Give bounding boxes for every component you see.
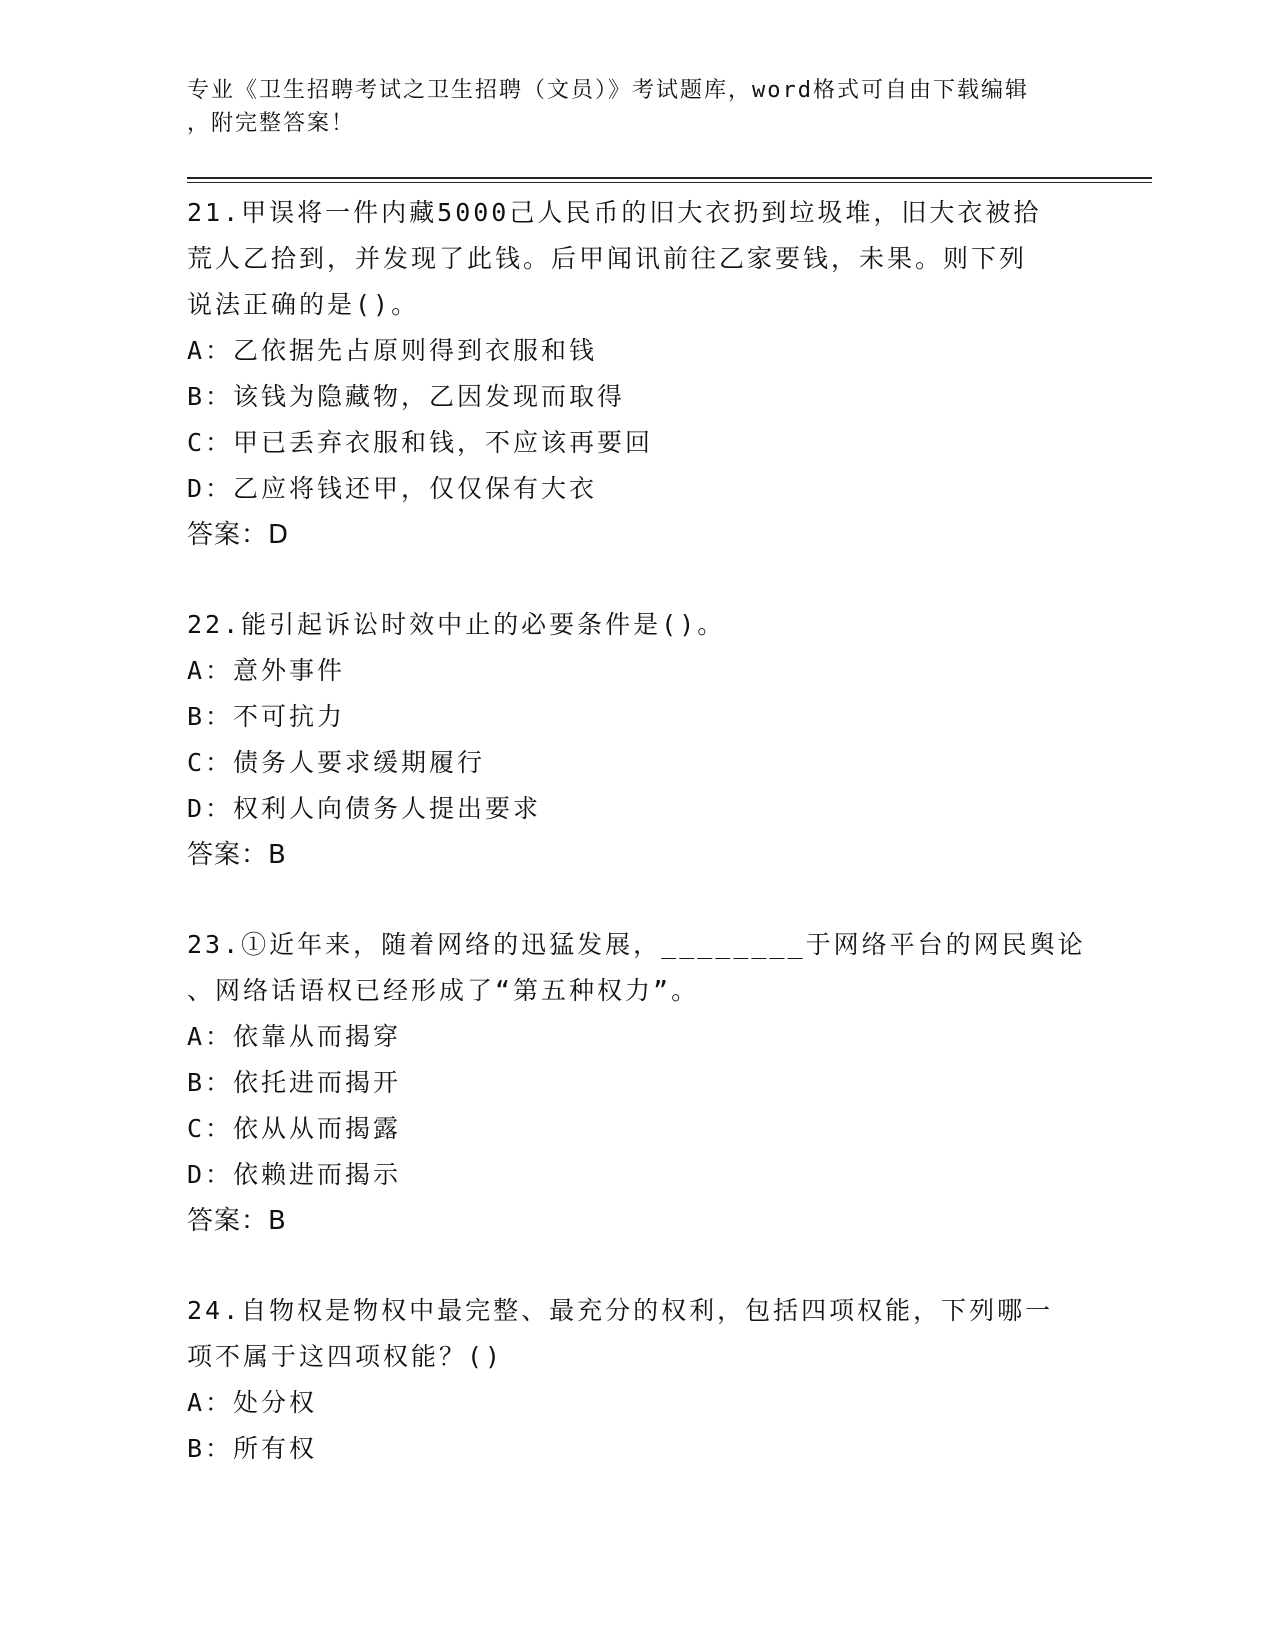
question-22 [187, 602, 1087, 878]
option-d: D：乙应将钱还甲，仅仅保有大衣 [187, 474, 598, 503]
question-stem-line: 项不属于这四项权能？() [187, 1342, 504, 1371]
option-c: C：债务人要求缓期履行 [187, 748, 486, 777]
question-stem-line: 、网络话语权已经形成了“第五种权力”。 [187, 976, 700, 1005]
header-line-1: 专业《卫生招聘考试之卫生招聘（文员）》考试题库，word格式可自由下载编辑 [187, 78, 1029, 103]
header-line-2: ，附完整答案！ [187, 111, 356, 136]
option-d: D：权利人向债务人提出要求 [187, 794, 542, 823]
question-spacer [187, 878, 1087, 922]
question-stem-line: 24.自物权是物权中最完整、最充分的权利，包括四项权能，下列哪一 [187, 1296, 1054, 1325]
option-c: C：依从从而揭露 [187, 1114, 402, 1143]
question-stem-line: 说法正确的是()。 [187, 290, 420, 319]
question-21 [187, 190, 1087, 558]
question-stem-line: 23.①近年来，随着网络的迅猛发展，________于网络平台的网民舆论 [187, 930, 1086, 959]
option-c: C：甲已丢弃衣服和钱，不应该再要回 [187, 428, 654, 457]
option-b: B：依托进而揭开 [187, 1068, 402, 1097]
option-b: B：所有权 [187, 1434, 318, 1463]
document-header [187, 74, 1087, 140]
option-a: A：处分权 [187, 1388, 318, 1417]
answer-line: 答案：D [187, 520, 290, 550]
answer-line: 答案：B [187, 840, 287, 870]
question-list [187, 190, 1087, 1472]
option-b: B：该钱为隐藏物，乙因发现而取得 [187, 382, 626, 411]
question-24 [187, 1288, 1087, 1472]
option-a: A：依靠从而揭穿 [187, 1022, 402, 1051]
option-a: A：意外事件 [187, 656, 346, 685]
question-spacer [187, 558, 1087, 602]
question-stem-line: 22.能引起诉讼时效中止的必要条件是()。 [187, 610, 726, 639]
header-divider-thick [187, 177, 1152, 179]
option-a: A：乙依据先占原则得到衣服和钱 [187, 336, 598, 365]
question-stem-line: 荒人乙拾到，并发现了此钱。后甲闻讯前往乙家要钱，未果。则下列 [187, 244, 1028, 273]
question-spacer [187, 1244, 1087, 1288]
header-divider-thin [187, 182, 1152, 183]
question-stem-line: 21.甲误将一件内藏5000己人民币的旧大衣扔到垃圾堆，旧大衣被拾 [187, 198, 1042, 227]
answer-line: 答案：B [187, 1206, 287, 1236]
option-b: B：不可抗力 [187, 702, 346, 731]
question-23 [187, 922, 1087, 1244]
option-d: D：依赖进而揭示 [187, 1160, 402, 1189]
